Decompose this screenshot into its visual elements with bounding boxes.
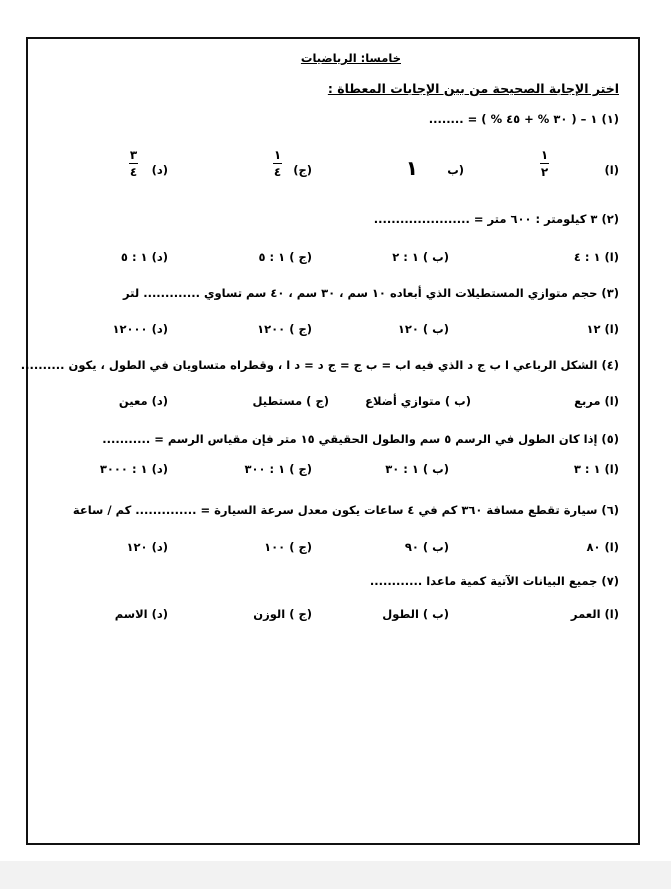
- question-3: (٣) حجم متوازي المستطيلات الذي أبعاده ١٠ سم ، ٣٠ سم ، ٤٠ سم تساوي ............. لتر: [123, 286, 619, 300]
- fraction-bar: [540, 163, 549, 164]
- question-4: (٤) الشكل الرباعي ا ب ج د الذي فيه اب = ب ج = ج د = د ا ، وقطراه متساويان في الطول ، يكون: [68, 358, 619, 372]
- q6-option-c[interactable]: (ج ) ١٠٠: [264, 540, 312, 554]
- q3-option-b[interactable]: (ب ) ١٢٠: [397, 322, 449, 336]
- instruction: اختر الإجابة الصحيحة من بين الإجابات المعطاة :: [327, 81, 619, 96]
- q7-option-d[interactable]: (د) الاسم: [114, 607, 168, 621]
- q2-option-d[interactable]: (د) ١ : ٥: [120, 250, 168, 264]
- q1-option-c-fraction: [273, 149, 282, 178]
- q6-option-a[interactable]: (ا) ٨٠: [586, 540, 619, 554]
- q1-option-c-label: (ج): [293, 163, 312, 177]
- q3-option-d[interactable]: (د) ١٢٠٠٠: [112, 322, 168, 336]
- question-1: (١) ١ – ( ٣٠ % + ٤٥ % ) = ........: [428, 112, 619, 126]
- q4-option-d[interactable]: (د) معين: [118, 394, 168, 408]
- q1-option-a-label: (ا): [604, 163, 619, 177]
- q3-option-c[interactable]: (ج ) ١٢٠٠: [257, 322, 312, 336]
- q4-option-a[interactable]: (ا) مربع: [574, 394, 619, 408]
- q5-option-d[interactable]: (د) ١ : ٣٠٠٠: [99, 462, 168, 476]
- q1-option-d-fraction: [129, 149, 138, 178]
- q1-option-a-fraction: [540, 149, 549, 178]
- question-5: (٥) إذا كان الطول في الرسم ٥ سم والطول الحقيقي ١٥ متر فإن مقياس الرسم = ...........: [102, 432, 619, 446]
- q1-d-numerator: ٣: [129, 148, 138, 162]
- q5-option-a[interactable]: (ا) ١ : ٣: [573, 462, 619, 476]
- q2-option-a[interactable]: (ا) ١ : ٤: [573, 250, 619, 264]
- q1-option-b-value: ١: [405, 156, 418, 180]
- q4-option-c[interactable]: (ج ) مستطيل: [252, 394, 329, 408]
- q1-a-numerator: ١: [540, 148, 549, 162]
- fraction-bar: [129, 163, 138, 164]
- q4-option-b[interactable]: (ب ) متوازي أضلاع: [365, 394, 471, 408]
- question-2: (٢) ٣ كيلومتر : ٦٠٠ متر = ......................: [373, 212, 619, 226]
- q1-c-denominator: ٤: [273, 165, 282, 179]
- q2-option-b[interactable]: (ب ) ١ : ٢: [392, 250, 449, 264]
- q7-option-c[interactable]: (ج ) الوزن: [253, 607, 312, 621]
- q1-c-numerator: ١: [273, 148, 282, 162]
- q2-option-c[interactable]: (ج ) ١ : ٥: [258, 250, 312, 264]
- q3-option-a[interactable]: (ا) ١٢: [586, 322, 619, 336]
- question-7: (٧) جميع البيانات الآتية كمية ماعدا ............: [369, 574, 619, 588]
- q5-option-c[interactable]: (ج ) ١ : ٣٠٠: [244, 462, 312, 476]
- fraction-bar: [273, 163, 282, 164]
- q1-a-denominator: ٢: [540, 165, 549, 179]
- q6-option-b[interactable]: (ب ) ٩٠: [404, 540, 449, 554]
- q7-option-a[interactable]: (ا) العمر: [570, 607, 619, 621]
- section-title: خامسا: الرياضيات: [300, 51, 401, 65]
- q6-option-d[interactable]: (د) ١٢٠: [126, 540, 168, 554]
- q1-d-denominator: ٤: [129, 165, 138, 179]
- q5-option-b[interactable]: (ب ) ١ : ٣٠: [385, 462, 449, 476]
- question-6: (٦) سيارة تقطع مسافة ٣٦٠ كم في ٤ ساعات يكون معدل سرعة السيارة = .............. كم / ساعة: [72, 503, 619, 517]
- question-4-text: [21, 358, 619, 372]
- q1-option-d-label: (د): [151, 163, 168, 177]
- question-4-blank: ..........: [20, 358, 65, 372]
- q7-option-b[interactable]: (ب ) الطول: [382, 607, 449, 621]
- q1-option-b-label: (ب: [447, 163, 464, 177]
